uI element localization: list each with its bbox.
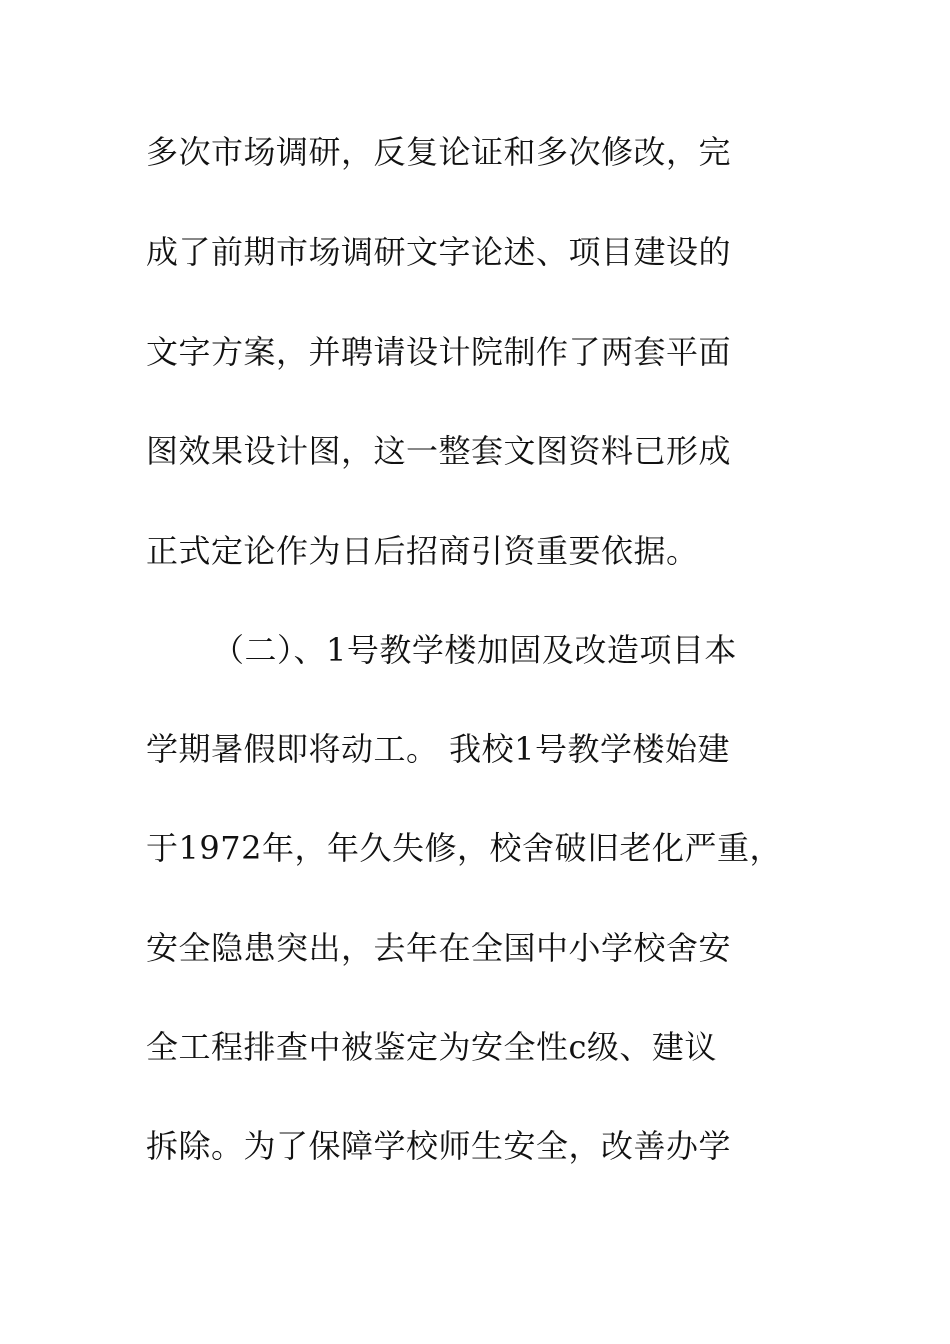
paragraph-line: 全工程排查中被鉴定为安全性c级、建议 — [146, 1028, 717, 1066]
paragraph-line: 拆除。为了保障学校师生安全，改善办学 — [146, 1127, 732, 1165]
paragraph-line: 多次市场调研，反复论证和多次修改，完 — [146, 133, 732, 171]
paragraph-line: 于1972年，年久失修，校舍破旧老化严重， — [146, 829, 782, 867]
paragraph-line: 安全隐患突出，去年在全国中小学校舍安 — [146, 929, 732, 967]
paragraph-line: 成了前期市场调研文字论述、项目建设的 — [146, 233, 732, 271]
paragraph-line: 文字方案，并聘请设计院制作了两套平面 — [146, 333, 732, 371]
section-heading-line: （二）、1号教学楼加固及改造项目本 — [212, 631, 737, 669]
paragraph-line: 学期暑假即将动工。 我校1号教学楼始建 — [146, 730, 731, 768]
paragraph-line: 图效果设计图，这一整套文图资料已形成 — [146, 432, 732, 470]
paragraph-line: 正式定论作为日后招商引资重要依据。 — [146, 532, 699, 570]
